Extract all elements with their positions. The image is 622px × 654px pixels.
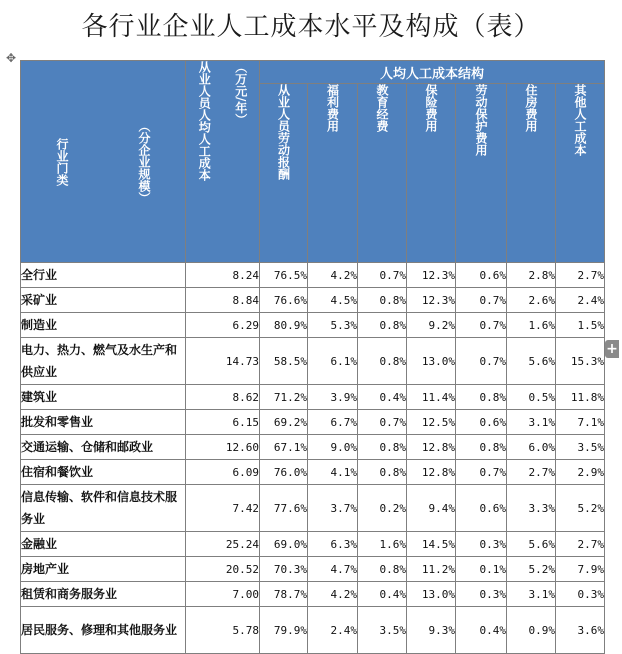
header-col-6: 其他人工成本 (556, 84, 605, 263)
table-row (21, 410, 605, 435)
row-share-cell: 3.5% (358, 607, 407, 654)
row-share-cell: 71.2% (260, 385, 308, 410)
row-share-cell: 3.1% (507, 582, 556, 607)
row-share-cell: 12.8% (407, 435, 456, 460)
header-cost (186, 61, 260, 263)
row-share-cell: 2.7% (556, 532, 605, 557)
row-share-cell: 0.3% (556, 582, 605, 607)
row-industry-name: 房地产业 (21, 557, 186, 582)
table-row (21, 435, 605, 460)
row-share-cell: 77.6% (260, 485, 308, 532)
row-share-cell: 80.9% (260, 313, 308, 338)
header-col-4: 劳动保护费用 (456, 84, 507, 263)
row-share-cell: 4.7% (308, 557, 358, 582)
row-share-cell: 12.5% (407, 410, 456, 435)
header-col-3: 保险费用 (407, 84, 456, 263)
row-share-cell: 70.3% (260, 557, 308, 582)
row-industry-name: 采矿业 (21, 288, 186, 313)
row-industry-name: 全行业 (21, 263, 186, 288)
row-share-cell: 76.5% (260, 263, 308, 288)
table-body (21, 263, 605, 654)
row-share-cell: 0.4% (358, 385, 407, 410)
row-share-cell: 0.5% (507, 385, 556, 410)
row-share-cell: 69.0% (260, 532, 308, 557)
row-industry-name: 信息传输、软件和信息技术服务业 (21, 485, 186, 532)
header-cost-line1: 从业人员人均人工成本 (197, 61, 212, 181)
row-industry-name: 住宿和餐饮业 (21, 460, 186, 485)
row-avg-cost: 14.73 (186, 338, 260, 385)
row-avg-cost: 20.52 (186, 557, 260, 582)
row-share-cell: 67.1% (260, 435, 308, 460)
row-share-cell: 12.3% (407, 288, 456, 313)
add-column-icon[interactable]: + (606, 341, 618, 357)
header-cost-line2: （万元/年） (233, 61, 248, 126)
row-avg-cost: 5.78 (186, 607, 260, 654)
row-share-cell: 11.8% (556, 385, 605, 410)
row-share-cell: 0.7% (456, 460, 507, 485)
row-avg-cost: 8.62 (186, 385, 260, 410)
row-share-cell: 9.3% (407, 607, 456, 654)
header-col-5: 住房费用 (507, 84, 556, 263)
row-share-cell: 7.1% (556, 410, 605, 435)
row-share-cell: 3.9% (308, 385, 358, 410)
row-share-cell: 78.7% (260, 582, 308, 607)
row-industry-name: 批发和零售业 (21, 410, 186, 435)
row-share-cell: 4.1% (308, 460, 358, 485)
row-share-cell: 76.0% (260, 460, 308, 485)
row-share-cell: 7.9% (556, 557, 605, 582)
row-share-cell: 4.2% (308, 582, 358, 607)
table-row (21, 263, 605, 288)
row-share-cell: 0.4% (358, 582, 407, 607)
row-avg-cost: 7.42 (186, 485, 260, 532)
row-share-cell: 15.3% (556, 338, 605, 385)
row-share-cell: 0.2% (358, 485, 407, 532)
row-share-cell: 0.3% (456, 582, 507, 607)
table-row (21, 288, 605, 313)
table-row (21, 460, 605, 485)
header-col-1: 福利费用 (308, 84, 358, 263)
table-move-handle-icon[interactable]: ✥ (5, 51, 17, 65)
row-avg-cost: 7.00 (186, 582, 260, 607)
table-row (21, 385, 605, 410)
header-col-2: 教育经费 (358, 84, 407, 263)
row-share-cell: 0.8% (358, 338, 407, 385)
row-share-cell: 13.0% (407, 338, 456, 385)
row-share-cell: 9.4% (407, 485, 456, 532)
row-share-cell: 5.3% (308, 313, 358, 338)
header-structure-group: 人均人工成本结构 (260, 61, 605, 84)
row-avg-cost: 6.29 (186, 313, 260, 338)
row-share-cell: 0.8% (456, 385, 507, 410)
table-row (21, 582, 605, 607)
row-share-cell: 0.9% (507, 607, 556, 654)
row-avg-cost: 12.60 (186, 435, 260, 460)
table-row (21, 607, 605, 654)
row-share-cell: 0.4% (456, 607, 507, 654)
row-avg-cost: 6.09 (186, 460, 260, 485)
row-share-cell: 2.6% (507, 288, 556, 313)
row-share-cell: 3.5% (556, 435, 605, 460)
row-share-cell: 76.6% (260, 288, 308, 313)
row-share-cell: 1.5% (556, 313, 605, 338)
row-industry-name: 金融业 (21, 532, 186, 557)
row-share-cell: 2.7% (507, 460, 556, 485)
row-share-cell: 0.8% (358, 288, 407, 313)
row-share-cell: 0.7% (456, 338, 507, 385)
table-row (21, 532, 605, 557)
row-share-cell: 3.6% (556, 607, 605, 654)
row-share-cell: 2.9% (556, 460, 605, 485)
row-avg-cost: 8.84 (186, 288, 260, 313)
row-share-cell: 0.8% (456, 435, 507, 460)
row-share-cell: 6.1% (308, 338, 358, 385)
row-share-cell: 0.8% (358, 460, 407, 485)
header-category-line1: 行业门类 (55, 137, 69, 186)
row-share-cell: 2.8% (507, 263, 556, 288)
row-share-cell: 0.6% (456, 410, 507, 435)
row-share-cell: 4.2% (308, 263, 358, 288)
row-share-cell: 6.7% (308, 410, 358, 435)
row-share-cell: 0.8% (358, 557, 407, 582)
table-row (21, 313, 605, 338)
table-row (21, 338, 605, 385)
row-share-cell: 0.6% (456, 263, 507, 288)
row-share-cell: 1.6% (358, 532, 407, 557)
row-share-cell: 3.1% (507, 410, 556, 435)
row-share-cell: 11.2% (407, 557, 456, 582)
row-share-cell: 0.7% (358, 263, 407, 288)
row-industry-name: 租赁和商务服务业 (21, 582, 186, 607)
row-share-cell: 5.6% (507, 338, 556, 385)
row-share-cell: 13.0% (407, 582, 456, 607)
row-avg-cost: 6.15 (186, 410, 260, 435)
row-share-cell: 2.4% (556, 288, 605, 313)
row-share-cell: 58.5% (260, 338, 308, 385)
header-category (21, 61, 186, 263)
header-category-line2: （分企业规模） (137, 119, 151, 204)
row-share-cell: 5.2% (507, 557, 556, 582)
row-industry-name: 电力、热力、燃气及水生产和供应业 (21, 338, 186, 385)
row-share-cell: 0.7% (456, 313, 507, 338)
row-share-cell: 1.6% (507, 313, 556, 338)
row-avg-cost: 25.24 (186, 532, 260, 557)
row-share-cell: 4.5% (308, 288, 358, 313)
row-avg-cost: 8.24 (186, 263, 260, 288)
row-share-cell: 6.0% (507, 435, 556, 460)
row-share-cell: 0.7% (358, 410, 407, 435)
row-share-cell: 69.2% (260, 410, 308, 435)
row-share-cell: 3.7% (308, 485, 358, 532)
header-col-0: 从业人员劳动报酬 (260, 84, 308, 263)
row-share-cell: 6.3% (308, 532, 358, 557)
row-share-cell: 12.8% (407, 460, 456, 485)
row-share-cell: 12.3% (407, 263, 456, 288)
row-industry-name: 居民服务、修理和其他服务业 (21, 607, 186, 654)
row-share-cell: 5.6% (507, 532, 556, 557)
row-share-cell: 5.2% (556, 485, 605, 532)
row-share-cell: 9.2% (407, 313, 456, 338)
row-industry-name: 制造业 (21, 313, 186, 338)
row-industry-name: 交通运输、仓储和邮政业 (21, 435, 186, 460)
row-share-cell: 0.7% (456, 288, 507, 313)
row-share-cell: 14.5% (407, 532, 456, 557)
row-share-cell: 0.6% (456, 485, 507, 532)
cost-table (20, 60, 605, 654)
row-industry-name: 建筑业 (21, 385, 186, 410)
row-share-cell: 0.3% (456, 532, 507, 557)
row-share-cell: 2.7% (556, 263, 605, 288)
row-share-cell: 0.1% (456, 557, 507, 582)
row-share-cell: 79.9% (260, 607, 308, 654)
row-share-cell: 3.3% (507, 485, 556, 532)
row-share-cell: 9.0% (308, 435, 358, 460)
row-share-cell: 0.8% (358, 313, 407, 338)
row-share-cell: 2.4% (308, 607, 358, 654)
table-row (21, 557, 605, 582)
row-share-cell: 11.4% (407, 385, 456, 410)
row-share-cell: 0.8% (358, 435, 407, 460)
page-title: 各行业企业人工成本水平及构成（表） (81, 12, 541, 42)
table-row (21, 485, 605, 532)
